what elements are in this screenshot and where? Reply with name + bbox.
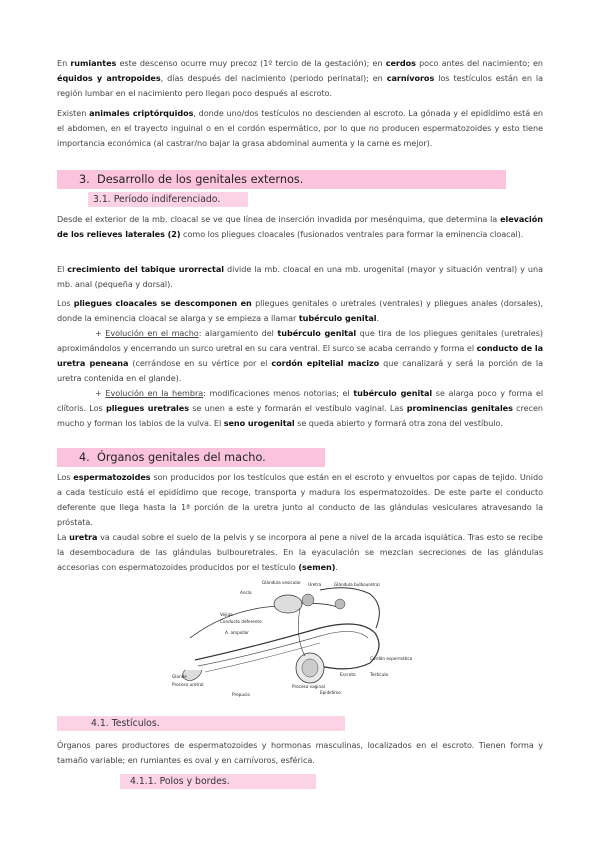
paragraph-urorectal: El crecimiento del tabique urorrectal divide la mb. cloacal en una mb. urogenital (mayor y situación ventral) y una mb. anal (pequeña y dorsal).: [57, 264, 543, 289]
paragraph-cloacal-membrane: Desde el exterior de la mb. cloacal se ve que línea de inserción invadida por mesénquima, que determina la elevación de los relieves laterales (2) como los pliegues cloacales (fusionados ventrales para formar la eminencia cloacal).: [57, 214, 543, 239]
label-ancla: Ancla: [240, 590, 252, 595]
label-glande: Glande: [172, 674, 187, 679]
label-glandula-vesicular: Glándula vesicular: [262, 580, 301, 585]
section-heading-3: 3. Desarrollo de los genitales externos.: [57, 170, 506, 189]
label-testiculo: Testículo: [370, 672, 389, 677]
paragraph-testicles: Órganos pares productores de espermatozoides y hormonas masculinas, localizados en el escroto. Tienen forma y tamaño variable; en rumiantes es oval y en carnívoros, esférica.: [57, 740, 543, 765]
label-proceso-vaginal: Proceso vaginal: [292, 684, 325, 689]
label-proceso-uretral: Proceso uretral: [172, 682, 204, 687]
term-rumiantes: rumiantes: [70, 58, 117, 68]
paragraph-male-evolution: + Evolución en el macho: alargamiento del tubérculo genital que tira de los pliegues genitales (uretrales) aproximándolos y encerrando un surco uretral en su cara ventral. El surco se acaba cerrando y forma el conducto de la uretra peneana (cerrándose en su vértice por el cordón epitelial macizo que canalizará y será la porción de la uretra contenida en el glande).: [57, 328, 543, 383]
label-vejiga: Vejiga: [220, 612, 233, 617]
section-heading-4: 4. Órganos genitales del macho.: [57, 448, 325, 467]
label-ampolla: A. ampollar: [225, 630, 249, 635]
label-uretra: Uretra: [308, 582, 322, 587]
label-epididimo: Epidídimo: [320, 690, 341, 695]
paragraph-urethra: La uretra va caudal sobre el suelo de la pelvis y se incorpora al pene a nivel de la arcada isquiática. Tras esto se recibe la desembocadura de las glándulas bulbouretrales. En la eyaculación se mezclan secreciones de las glándulas accesorias con espermatozoides producidos por el testículo (semen).: [57, 532, 543, 572]
paragraph-descent-timing: En rumiantes este descenso ocurre muy precoz (1º tercio de la gestación); en cerdos poco antes del nacimiento; en équidos y antropoides, días después del nacimiento (periodo perinatal); en carnívoros los testículos están en la región lumbar en el nacimiento pero llegan poco después al escroto.: [57, 58, 544, 98]
label-escroto: Escroto: [340, 672, 356, 677]
paragraph-cloacal-folds: Los pliegues cloacales se descomponen en pliegues genitales o uretrales (ventrales) y pliegues anales (dorsales), donde la eminencia cloacal se alarga y se empieza a llamar tubérculo genital.: [57, 298, 544, 323]
paragraph-cryptorchid: Existen animales criptórquidos, donde uno/dos testículos no descienden al escroto. La gónada y el epidídimo está en el abdomen, en el trayecto inguinal o en el cordón espermático, por lo que no producen espermatozoides y esto tiene importancia económica (al castrar/no bajar la grasa abdominal aumenta y la carne es mejor).: [57, 108, 544, 148]
paragraph-spermatozoa: Los espermatozoides son producidos por los testículos que están en el escroto y envueltos por capas de tejido. Unido a cada testículo está el epidídimo que recoge, transporta y madura los espermatozoides. De este parte el conducto deferente que llega hasta la 1ª porción de la uretra junto al conducto de las glándulas vesiculares atravesando la próstata.: [57, 472, 543, 527]
paragraph-female-evolution: + Evolución en la hembra: modificaciones menos notorias; el tubérculo genital se alarga poco y forma el clítoris. Los pliegues uretrales se unen a este y formarán el vestíbulo vaginal. Las prominencias genitales crecen mucho y forman los labios de la vulva. El seno urogenital se queda abierto y formará otra zona del vestíbulo.: [57, 388, 544, 428]
label-conducto-deferente: Conducto deferente: [220, 619, 262, 624]
male-genital-diagram: [170, 578, 435, 698]
label-cordon-espermatico: Cordón espermático: [370, 656, 413, 661]
label-glandula-bulbouretral: Glándula bulbouretral: [334, 582, 380, 587]
label-prepucio: Prepucio: [232, 692, 250, 697]
subsection-heading-4-1-1: 4.1.1. Polos y bordes.: [120, 774, 316, 789]
subsection-heading-3-1: 3.1. Período indiferenciado.: [88, 192, 248, 207]
subsection-heading-4-1: 4.1. Testículos.: [57, 716, 345, 731]
